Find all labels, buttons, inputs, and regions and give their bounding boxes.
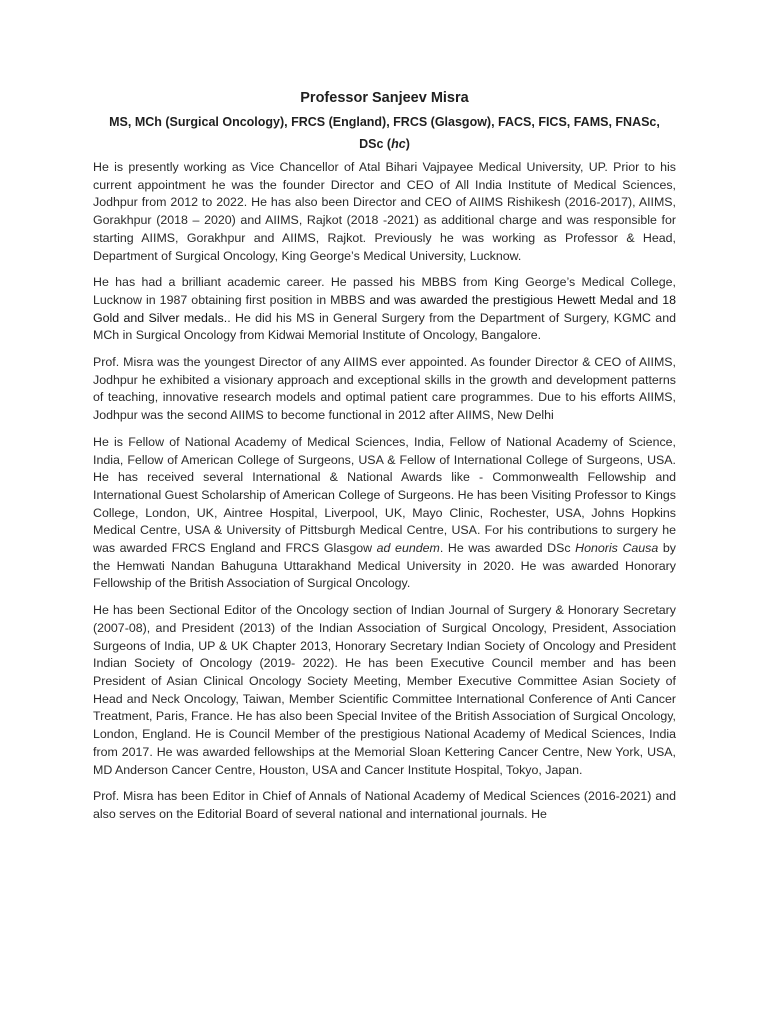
paragraph-aiims-director: Prof. Misra was the youngest Director of any AIIMS ever appointed. As founder Director & CEO of AIIMS, Jodhpur he exhibited a visionary approach and exceptional skills in the growth and development patterns of teaching, innovative research models and optimal patient care programmes. Due to his efforts AIIMS, Jodhpur was the second AIIMS to become functional in 2012 after AIIMS, New Delhi bbox=[93, 355, 676, 423]
paragraph-current-position: He is presently working as Vice Chancellor of Atal Bihari Vajpayee Medical University, UP. Prior to his current appointment he was the founder Director and CEO of All India Institute of Medical Sciences, Jodhpur from 2012 to 2022. He has also been Director and CEO of AIIMS Rishikesh (2016-2017), AIIMS, Gorakhpur (2018 – 2020) and AIIMS, Rajkot (2018 -2021) as additional charge and was responsible for starting AIIMS, Gorakhpur and AIIMS, Rajkot. Previously he was working as Professor & Head, Department of Surgical Oncology, King George’s Medical University, Lucknow. bbox=[93, 160, 676, 263]
paragraph-editor-in-chief: Prof. Misra has been Editor in Chief of Annals of National Academy of Medical Sciences (2016-2021) and also serves on the Editorial Board of several national and international journals. He bbox=[93, 789, 676, 821]
credentials-prefix: DSc ( bbox=[359, 137, 392, 151]
credentials-line bbox=[93, 111, 676, 133]
paragraph-italic: Honoris Causa bbox=[575, 541, 659, 556]
biography-body bbox=[93, 159, 676, 824]
paragraph-text: by the Hemwati Nandan Bahuguna Uttarakhand Medical University in 2020. He was awarded Honorary Fellowship of the British Association of Surgical Oncology. bbox=[93, 541, 676, 591]
credentials-italic: hc bbox=[391, 137, 406, 151]
paragraph-academic-career bbox=[93, 274, 676, 345]
paragraph-text: He has had a brilliant academic career. He passed his MBBS from King George’s Medical College, Lucknow in 1987 obtaining first position in MBBS bbox=[93, 275, 676, 307]
paragraph-italic: ad eundem bbox=[376, 541, 440, 556]
credentials-line-2 bbox=[93, 133, 676, 155]
paragraph-fellowships bbox=[93, 434, 676, 593]
page-title: Professor Sanjeev Misra bbox=[300, 90, 469, 106]
paragraph-text: He is Fellow of National Academy of Medical Sciences, India, Fellow of National Academy of Science, India, Fellow of American College of Surgeons, USA & Fellow of International College of Surgeons, USA. He has received several International & National Awards like - Commonwealth Fellowship and International Guest Scholarship of American College of Surgeons. He has been Visiting Professor to Kings College, London, UK, Aintree Hospital, Liverpool, UK, Mayo Clinic, Rochester, USA, Johns Hopkins Medical Centre, USA & University of Pittsburgh Medical Centre, USA. For his contributions to surgery he was awarded FRCS England and FRCS Glasgow bbox=[93, 434, 676, 556]
credentials-suffix: ) bbox=[405, 137, 410, 151]
paragraph-text: . He did his MS in General Surgery from the Department of Surgery, KGMC and MCh in Surgical Oncology from Kidwai Memorial Institute of Oncology, Bangalore. bbox=[93, 310, 676, 343]
paragraph-text: . He was awarded DSc bbox=[439, 541, 576, 556]
document-page bbox=[93, 86, 676, 833]
credentials-text: MS, MCh (Surgical Oncology), FRCS (England), FRCS (Glasgow), FACS, FICS, FAMS, FNASc, bbox=[109, 115, 660, 129]
paragraph-highlight: and was awarded the prestigious Hewett Medal and 18 Gold and Silver medals. bbox=[93, 292, 676, 325]
paragraph-editorial-roles: He has been Sectional Editor of the Oncology section of Indian Journal of Surgery & Honorary Secretary (2007-08), and President (2013) of the Indian Association of Surgical Oncology, President, Association Surgeons of India, UP & UK Chapter 2013, Honorary Secretary Indian Society of Oncology and President Indian Society of Oncology (2019- 2022). He has been Executive Council member and has been President of Asian Clinical Oncology Society Meeting, Member Executive Committee Asian Society of Head and Neck Oncology, Taiwan, Member Scientific Committee International Conference of Anti Cancer Treatment, Paris, France. He has also been Special Invitee of the British Association of Surgical Oncology, London, England. He is Council Member of the prestigious National Academy of Medical Sciences, India from 2017. He was awarded fellowships at the Memorial Sloan Kettering Cancer Centre, New York, USA, MD Anderson Cancer Centre, Houston, USA and Cancer Institute Hospital, Tokyo, Japan. bbox=[93, 603, 676, 777]
